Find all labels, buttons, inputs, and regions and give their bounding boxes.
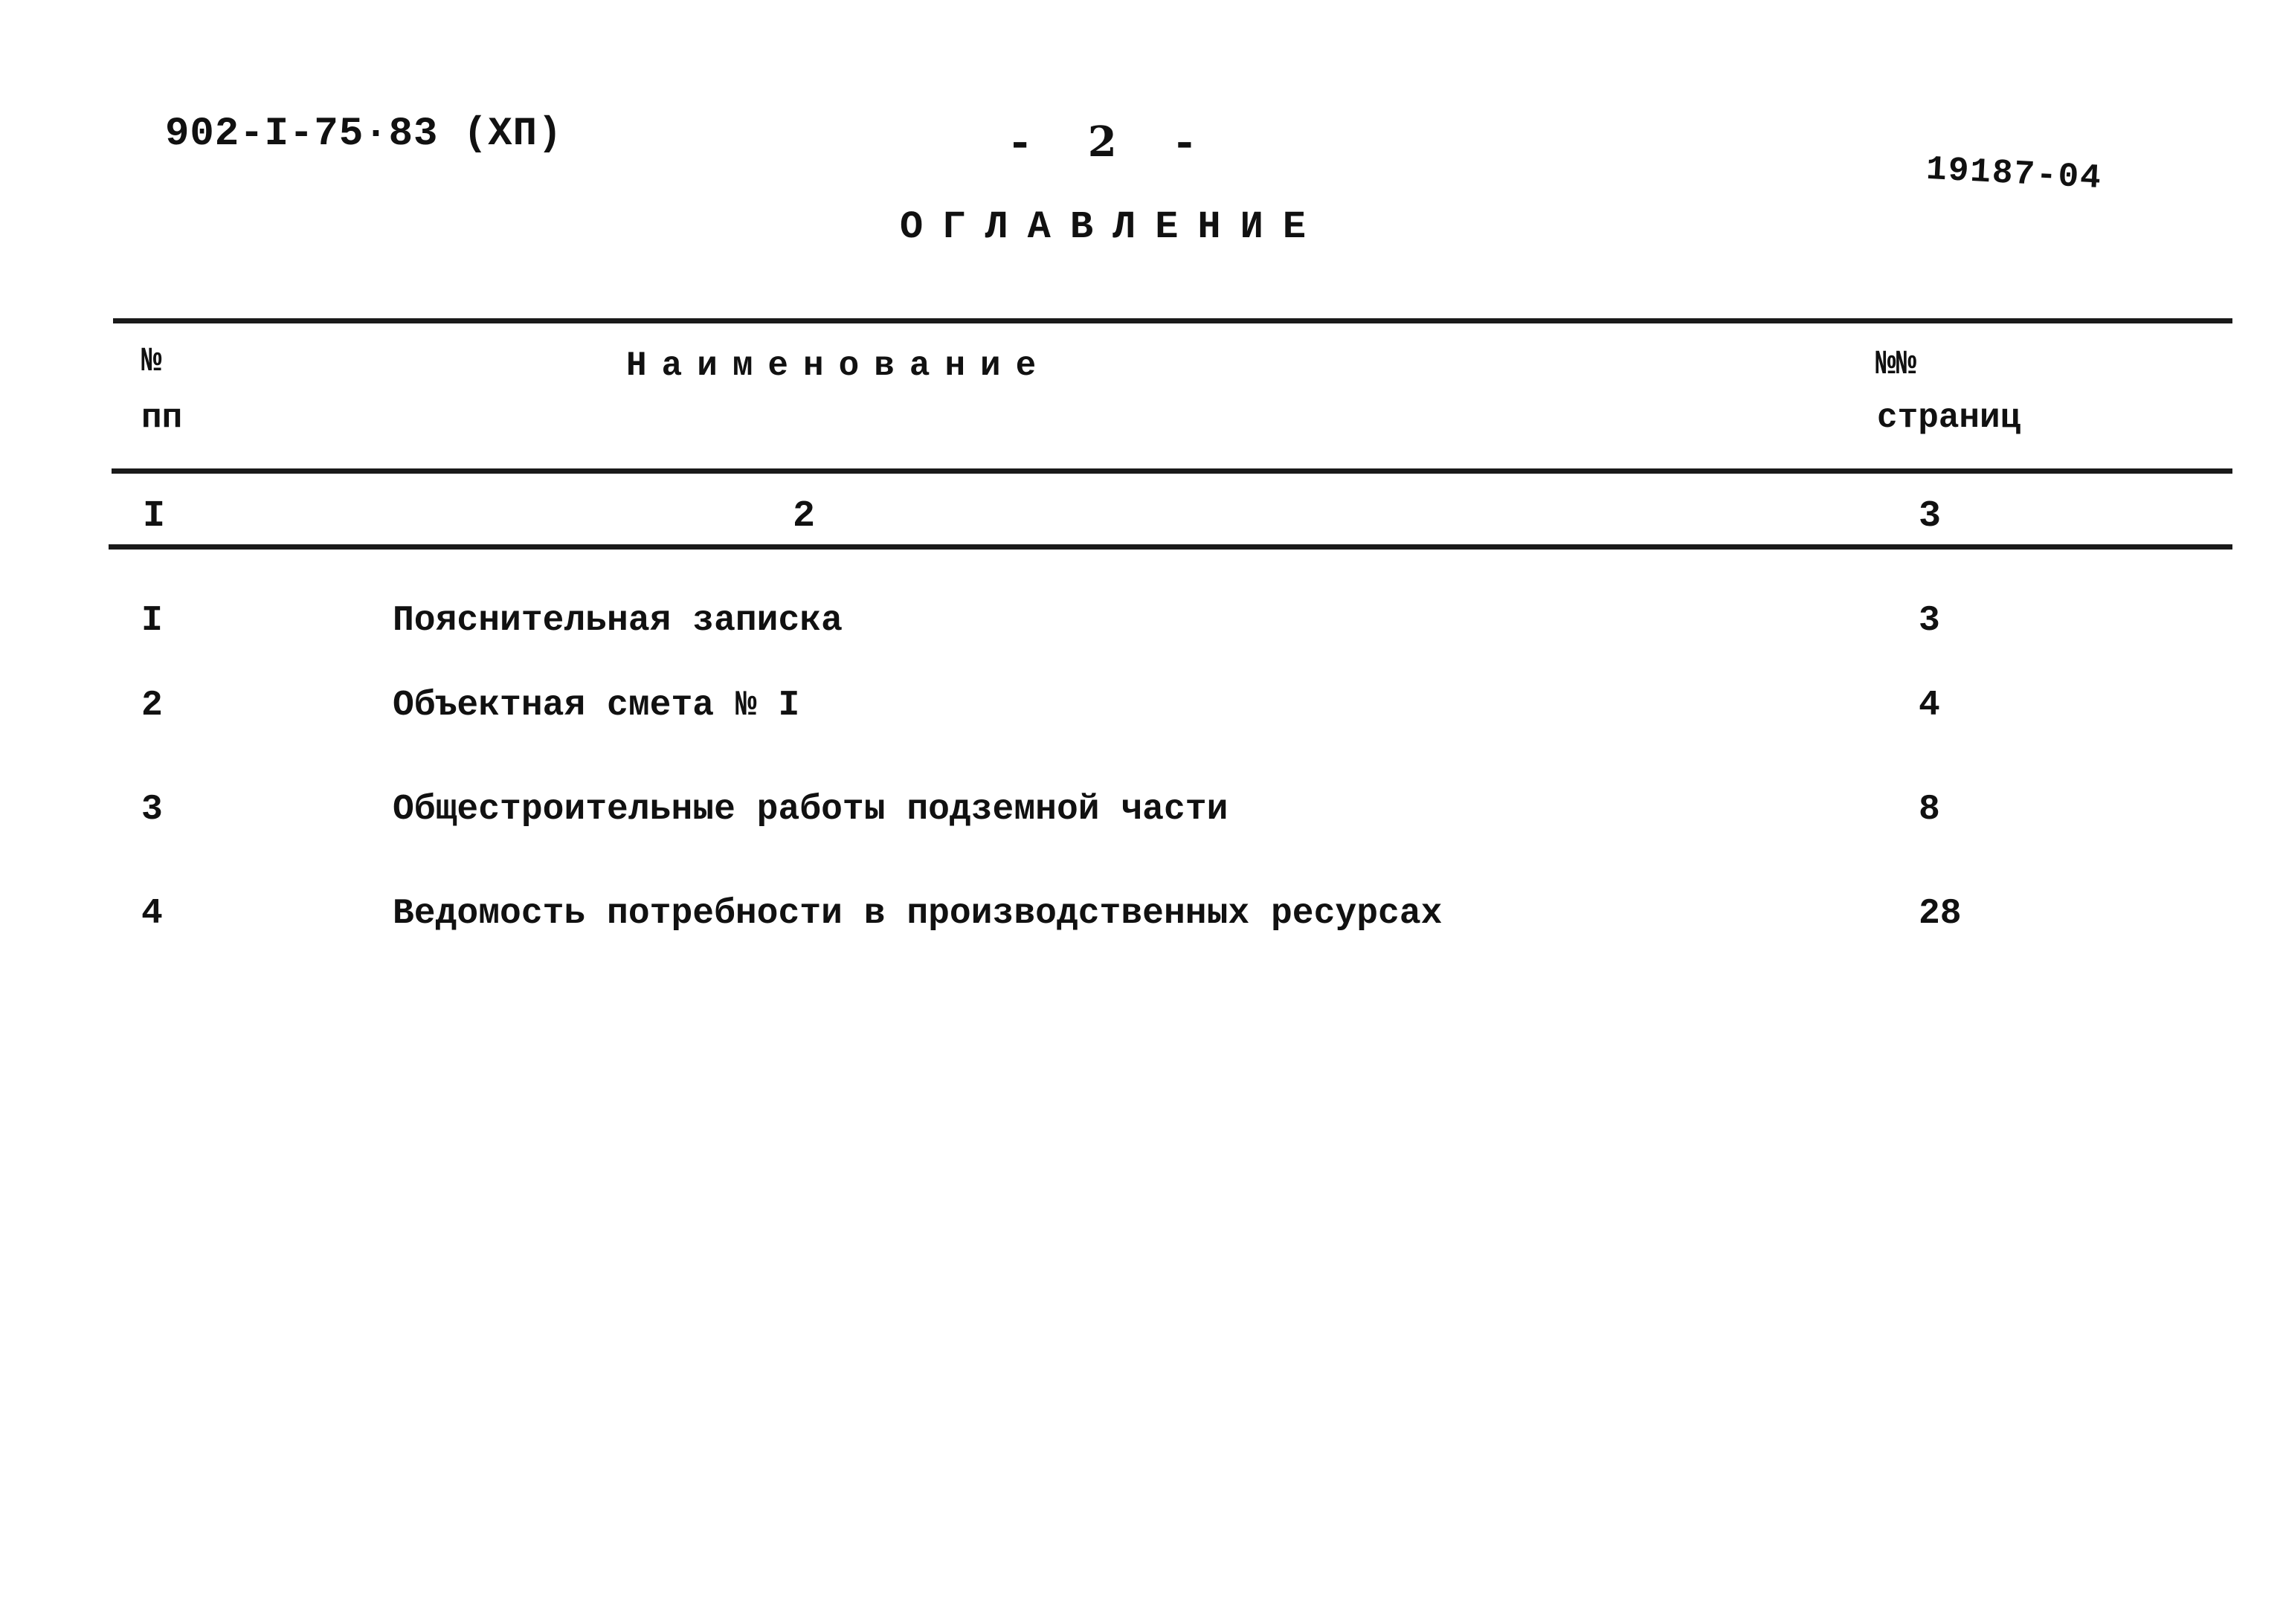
page-number: - 2 -	[1011, 117, 1216, 167]
table-row-1-page: 3	[1919, 601, 1940, 641]
table-row-2-name: Объектная смета № I	[393, 686, 800, 726]
column-header-number-sub: пп	[141, 399, 183, 437]
table-row-4-page: 28	[1919, 894, 1962, 934]
table-row-2-number: 2	[141, 686, 163, 726]
archive-number: 19187-04	[1925, 149, 2104, 199]
table-row-3-number: 3	[141, 790, 163, 830]
column-index-1: I	[143, 495, 166, 538]
table-row-4-number: 4	[141, 894, 163, 934]
table-row-2-page: 4	[1919, 686, 1940, 726]
table-top-rule	[113, 318, 2232, 323]
table-row-1-number: I	[141, 601, 163, 641]
column-index-3: 3	[1919, 495, 1942, 538]
column-header-pages-symbol: №№	[1875, 345, 1917, 384]
table-row-4-name: Ведомость потребности в производственных ресурсах	[393, 894, 1443, 934]
column-header-pages-sub: страниц	[1877, 399, 2021, 437]
column-header-name: Наименование	[626, 347, 1052, 385]
column-index-2: 2	[793, 495, 816, 538]
page-title: ОГЛАВЛЕНИЕ	[900, 205, 1326, 249]
header-bottom-rule	[112, 468, 2232, 474]
index-bottom-rule	[109, 544, 2232, 550]
table-row-3-name: Общестроительные работы подземной части	[393, 790, 1229, 830]
table-row-3-page: 8	[1919, 790, 1940, 830]
column-header-number-symbol: №	[141, 342, 162, 381]
document-code: 902-I-75·83 (XП)	[165, 112, 563, 157]
table-row-1-name: Пояснительная записка	[393, 601, 843, 641]
